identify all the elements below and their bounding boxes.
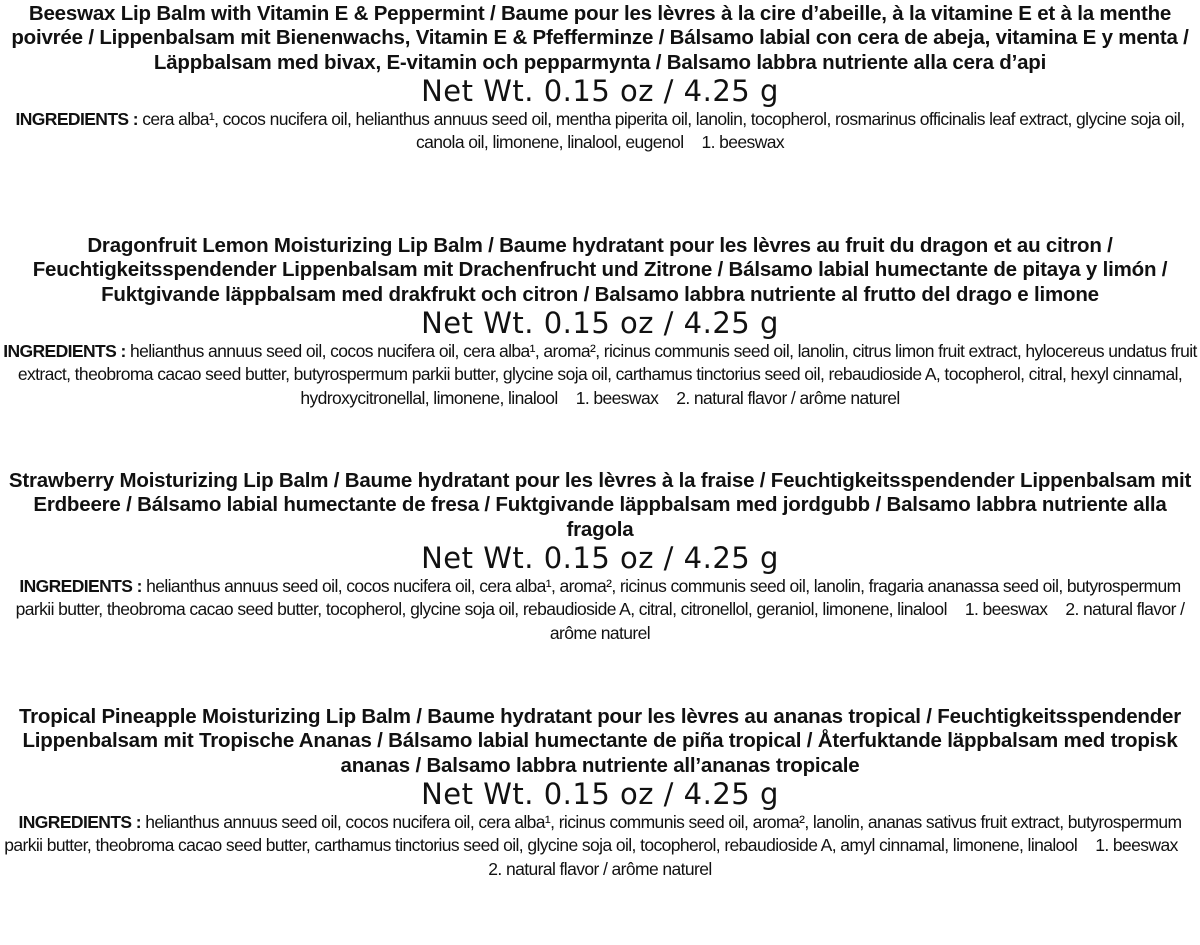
footnote-1: 1. beeswax (1095, 835, 1178, 856)
product-dragonfruit-lemon (2, 232, 1198, 467)
ingredients-text: helianthus annuus seed oil, cocos nucifera oil, cera alba¹, aroma², ricinus communis seed oil, lanolin, fragaria ananassa seed oil, butyrospermum parkii butter, theobroma cacao seed butter, tocopherol, glycine soja oil, rebaudioside A, citral, citronellol, geraniol, limonene, linalool (15, 575, 1181, 620)
ingredients-label: INGREDIENTS : (15, 108, 138, 129)
ingredients-label: INGREDIENTS : (3, 340, 126, 361)
footnote-2: 2. natural flavor / arôme naturel (676, 388, 900, 409)
product-title: Tropical Pineapple Moisturizing Lip Balm / Baume hydratant pour les lèvres au ananas tropical / Feuchtigkeitsspendender Lippenbalsam mit Tropische Ananas / Bálsamo labial humectante de piña tropical / Återfuktande läppbalsam med tropisk ananas / Balsamo labbra nutriente all’ananas tropicale (18, 705, 1182, 777)
ingredients-text: helianthus annuus seed oil, cocos nucifera oil, cera alba¹, aroma², ricinus communis seed oil, lanolin, citrus limon fruit extract, hylocereus undatus fruit extract, theobroma cacao seed butter, butyrospermum parkii butter, glycine soja oil, carthamus tinctorius seed oil, rebaudioside A, tocopherol, citral, hexyl cinnamal, hydroxycitronellal, limonene, linalool (17, 340, 1197, 409)
ingredients-label: INGREDIENTS : (18, 811, 141, 832)
product-title: Strawberry Moisturizing Lip Balm / Baume hydratant pour les lèvres à la fraise / Feuchtigkeitsspendender Lippenbalsam mit Erdbeere / Bálsamo labial humectante de fresa / Fuktgivande läppbalsam med jordgubb / Balsamo labbra nutriente alla fragola (8, 469, 1192, 541)
net-weight: Net Wt. 0.15 oz / 4.25 g (421, 540, 779, 575)
ingredients-list (2, 575, 1198, 646)
ingredients-text: helianthus annuus seed oil, cocos nucifera oil, cera alba¹, ricinus communis seed oil, aroma², lanolin, ananas sativus fruit extract, butyrospermum parkii butter, theobroma cacao seed butter, carthamus tinctorius seed oil, glycine soja oil, tocopherol, rebaudioside A, amyl cinnamal, limonene, linalool (4, 811, 1182, 856)
product-title: Beeswax Lip Balm with Vitamin E & Peppermint / Baume pour les lèvres à la cire d’abeille, à la vitamine E et à la menthe poivrée / Lippenbalsam mit Bienenwachs, Vitamin E & Pfefferminze / Bálsamo labial con cera de abeja, vitamina E y menta / Läppbalsam med bivax, E-vitamin och pepparmynta / Balsamo labbra nutriente alla cera d’api (11, 2, 1189, 74)
net-weight: Net Wt. 0.15 oz / 4.25 g (421, 305, 779, 340)
footnote-1: 1. beeswax (575, 388, 659, 409)
net-weight: Net Wt. 0.15 oz / 4.25 g (421, 776, 779, 811)
ingredients-text: cera alba¹, cocos nucifera oil, helianthus annuus seed oil, mentha piperita oil, lanolin, tocopherol, rosmarinus officinalis leaf extract, glycine soja oil, canola oil, limonene, linalool, eugenol (142, 108, 1185, 153)
footnote-2: 2. natural flavor / arôme naturel (549, 599, 1185, 644)
product-strawberry (2, 467, 1198, 703)
product-beeswax (2, 0, 1198, 232)
footnote-1: 1. beeswax (701, 132, 785, 153)
footnote-1: 1. beeswax (964, 599, 1048, 620)
ingredients-list (2, 108, 1198, 155)
product-title: Dragonfruit Lemon Moisturizing Lip Balm / Baume hydratant pour les lèvres au fruit du dragon et au citron / Feuchtigkeitsspendender Lippenbalsam mit Drachenfrucht und Zitrone / Bálsamo labial humectante de pitaya y limón / Fuktgivande läppbalsam med drakfrukt och citron / Balsamo labbra nutriente al frutto del drago e limone (32, 234, 1168, 306)
product-tropical-pineapple (2, 703, 1198, 943)
footnote-2: 2. natural flavor / arôme naturel (488, 859, 712, 880)
ingredients-list (2, 811, 1198, 882)
ingredients-list (2, 340, 1198, 411)
net-weight: Net Wt. 0.15 oz / 4.25 g (421, 73, 779, 108)
ingredients-label: INGREDIENTS : (19, 575, 142, 596)
